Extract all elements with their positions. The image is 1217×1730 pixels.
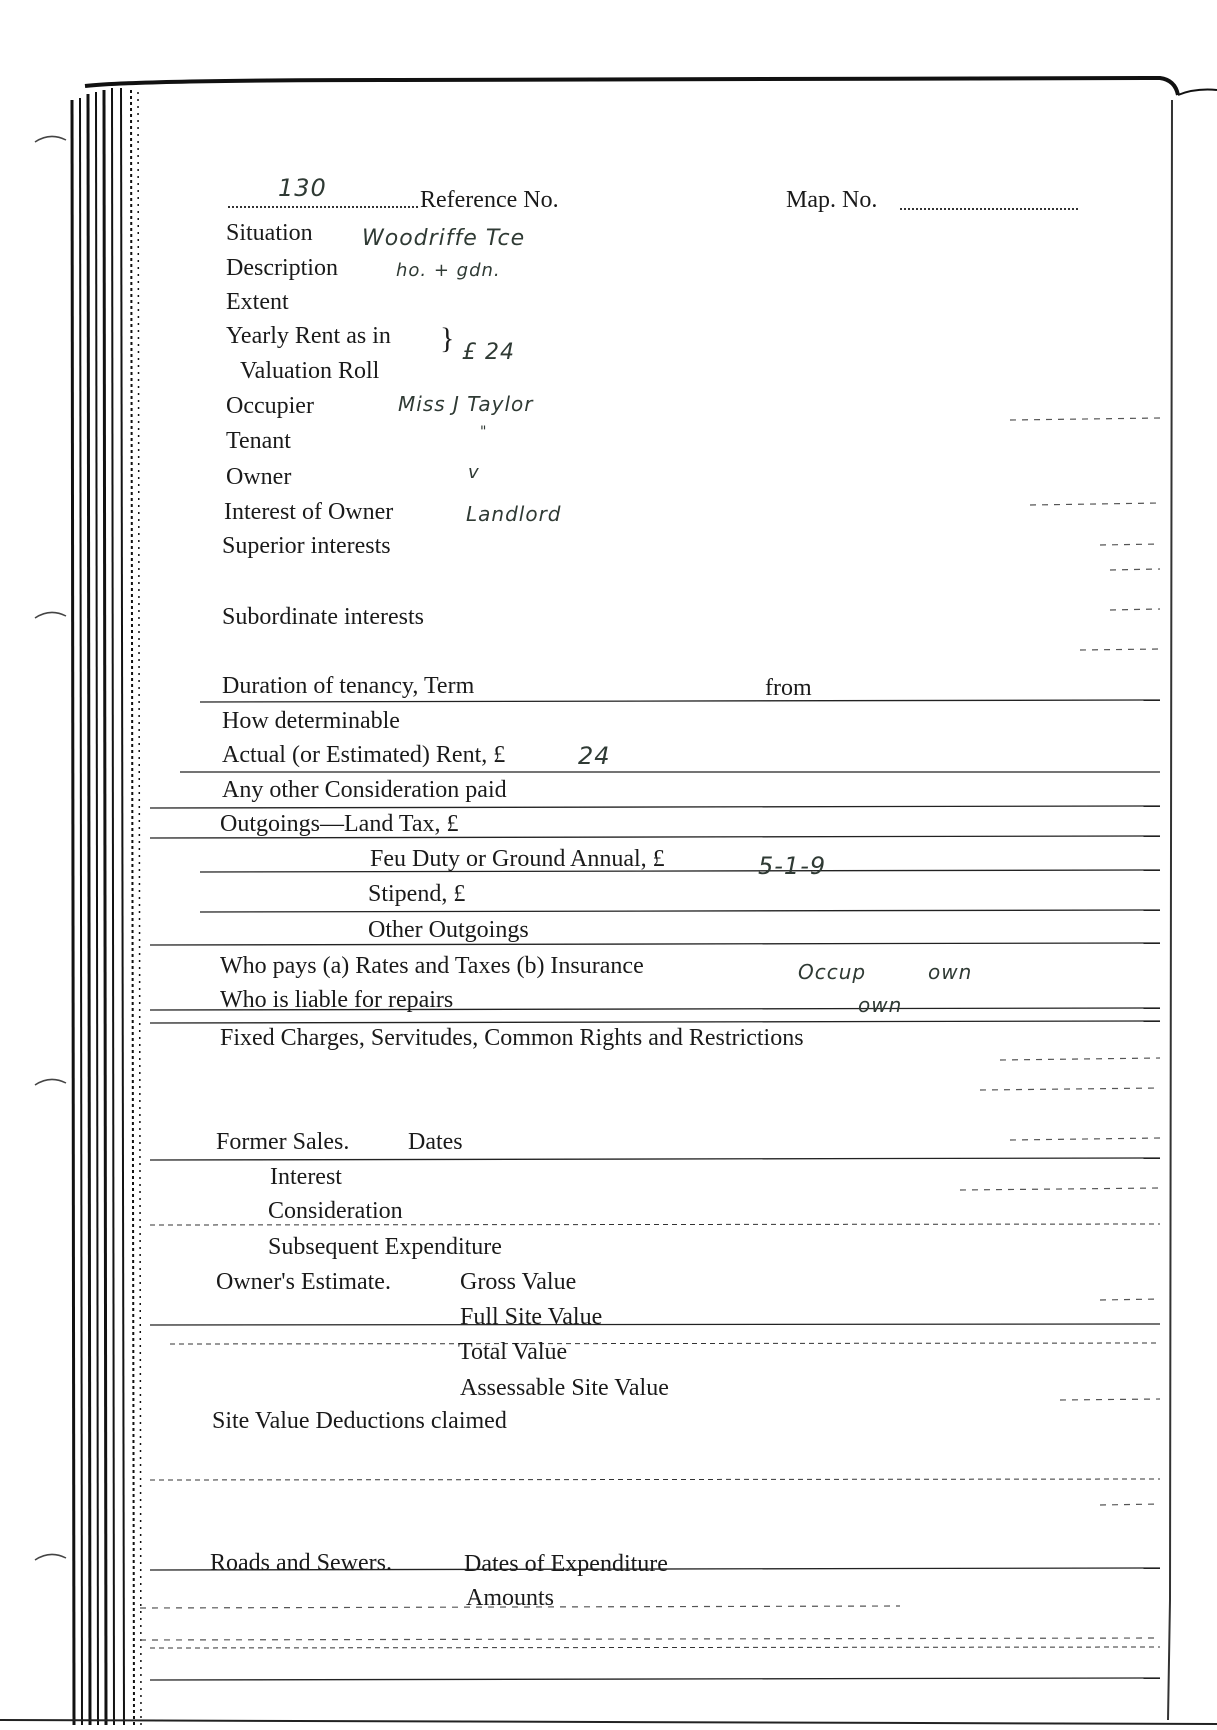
who-pays-rates-value: Occup [798, 960, 867, 984]
description-label: Description [226, 255, 338, 281]
reference-label: Reference No. [420, 187, 559, 213]
occupier-value: Miss J Taylor [398, 392, 534, 416]
from-label: from [765, 675, 812, 701]
reference-value: 130 [278, 174, 327, 202]
yearly-rent-label-2: Valuation Roll [240, 358, 380, 384]
yearly-rent-brace: } [440, 322, 455, 355]
who-pays-label: Who pays (a) Rates and Taxes (b) Insurance [220, 953, 644, 979]
repairs-value: own [858, 993, 903, 1017]
occupier-label: Occupier [226, 393, 314, 419]
assessable-site-value-label: Assessable Site Value [460, 1375, 669, 1401]
actual-rent-label: Actual (or Estimated) Rent, £ [222, 742, 506, 768]
duration-label: Duration of tenancy, Term [222, 673, 475, 699]
interest-of-owner-value: Landlord [466, 502, 562, 526]
how-determinable-label: How determinable [222, 708, 400, 734]
total-value-label: Total Value [458, 1339, 568, 1365]
interest-of-owner-label: Interest of Owner [224, 499, 394, 525]
former-sales-dates-label: Dates [408, 1129, 463, 1155]
superior-interests-label: Superior interests [222, 533, 391, 559]
site-value-deductions-label: Site Value Deductions claimed [212, 1408, 507, 1434]
tenant-label: Tenant [226, 428, 291, 454]
reference-dotted-line [228, 206, 418, 208]
other-outgoings-label: Other Outgoings [368, 917, 529, 943]
yearly-rent-value: £ 24 [462, 340, 515, 365]
roads-sewers-label: Roads and Sewers. [210, 1550, 392, 1576]
former-sales-consideration-label: Consideration [268, 1198, 403, 1224]
description-value: ho. + gdn. [396, 260, 501, 281]
situation-value: Woodriffe Tce [362, 226, 526, 251]
tenant-value: " [480, 424, 488, 440]
outgoings-label: Outgoings—Land Tax, £ [220, 811, 459, 837]
map-label: Map. No. [786, 187, 878, 213]
owners-estimate-label: Owner's Estimate. [216, 1269, 391, 1295]
amounts-label: Amounts [466, 1585, 555, 1611]
dates-of-expenditure-label: Dates of Expenditure [464, 1551, 668, 1577]
former-sales-interest-label: Interest [270, 1164, 342, 1190]
fixed-charges-label: Fixed Charges, Servitudes, Common Rights and Restrictions [220, 1025, 804, 1051]
feu-duty-label: Feu Duty or Ground Annual, £ [370, 846, 665, 872]
owner-value: v [468, 462, 480, 483]
extent-label: Extent [226, 289, 289, 315]
feu-duty-value: 5-1-9 [758, 852, 827, 880]
situation-label: Situation [226, 220, 313, 246]
yearly-rent-label-1: Yearly Rent as in [226, 323, 391, 349]
actual-rent-value: 24 [578, 742, 611, 770]
map-dotted-line [900, 208, 1078, 210]
subsequent-expenditure-label: Subsequent Expenditure [268, 1234, 502, 1260]
who-pays-insurance-value: own [928, 960, 973, 984]
repairs-label: Who is liable for repairs [220, 987, 454, 1013]
gross-value-label: Gross Value [460, 1269, 577, 1295]
stipend-label: Stipend, £ [368, 881, 466, 907]
subordinate-interests-label: Subordinate interests [222, 604, 424, 630]
former-sales-label: Former Sales. [216, 1129, 350, 1155]
other-consideration-label: Any other Consideration paid [222, 777, 507, 803]
owner-label: Owner [226, 464, 292, 490]
full-site-value-label: Full Site Value [460, 1304, 603, 1330]
